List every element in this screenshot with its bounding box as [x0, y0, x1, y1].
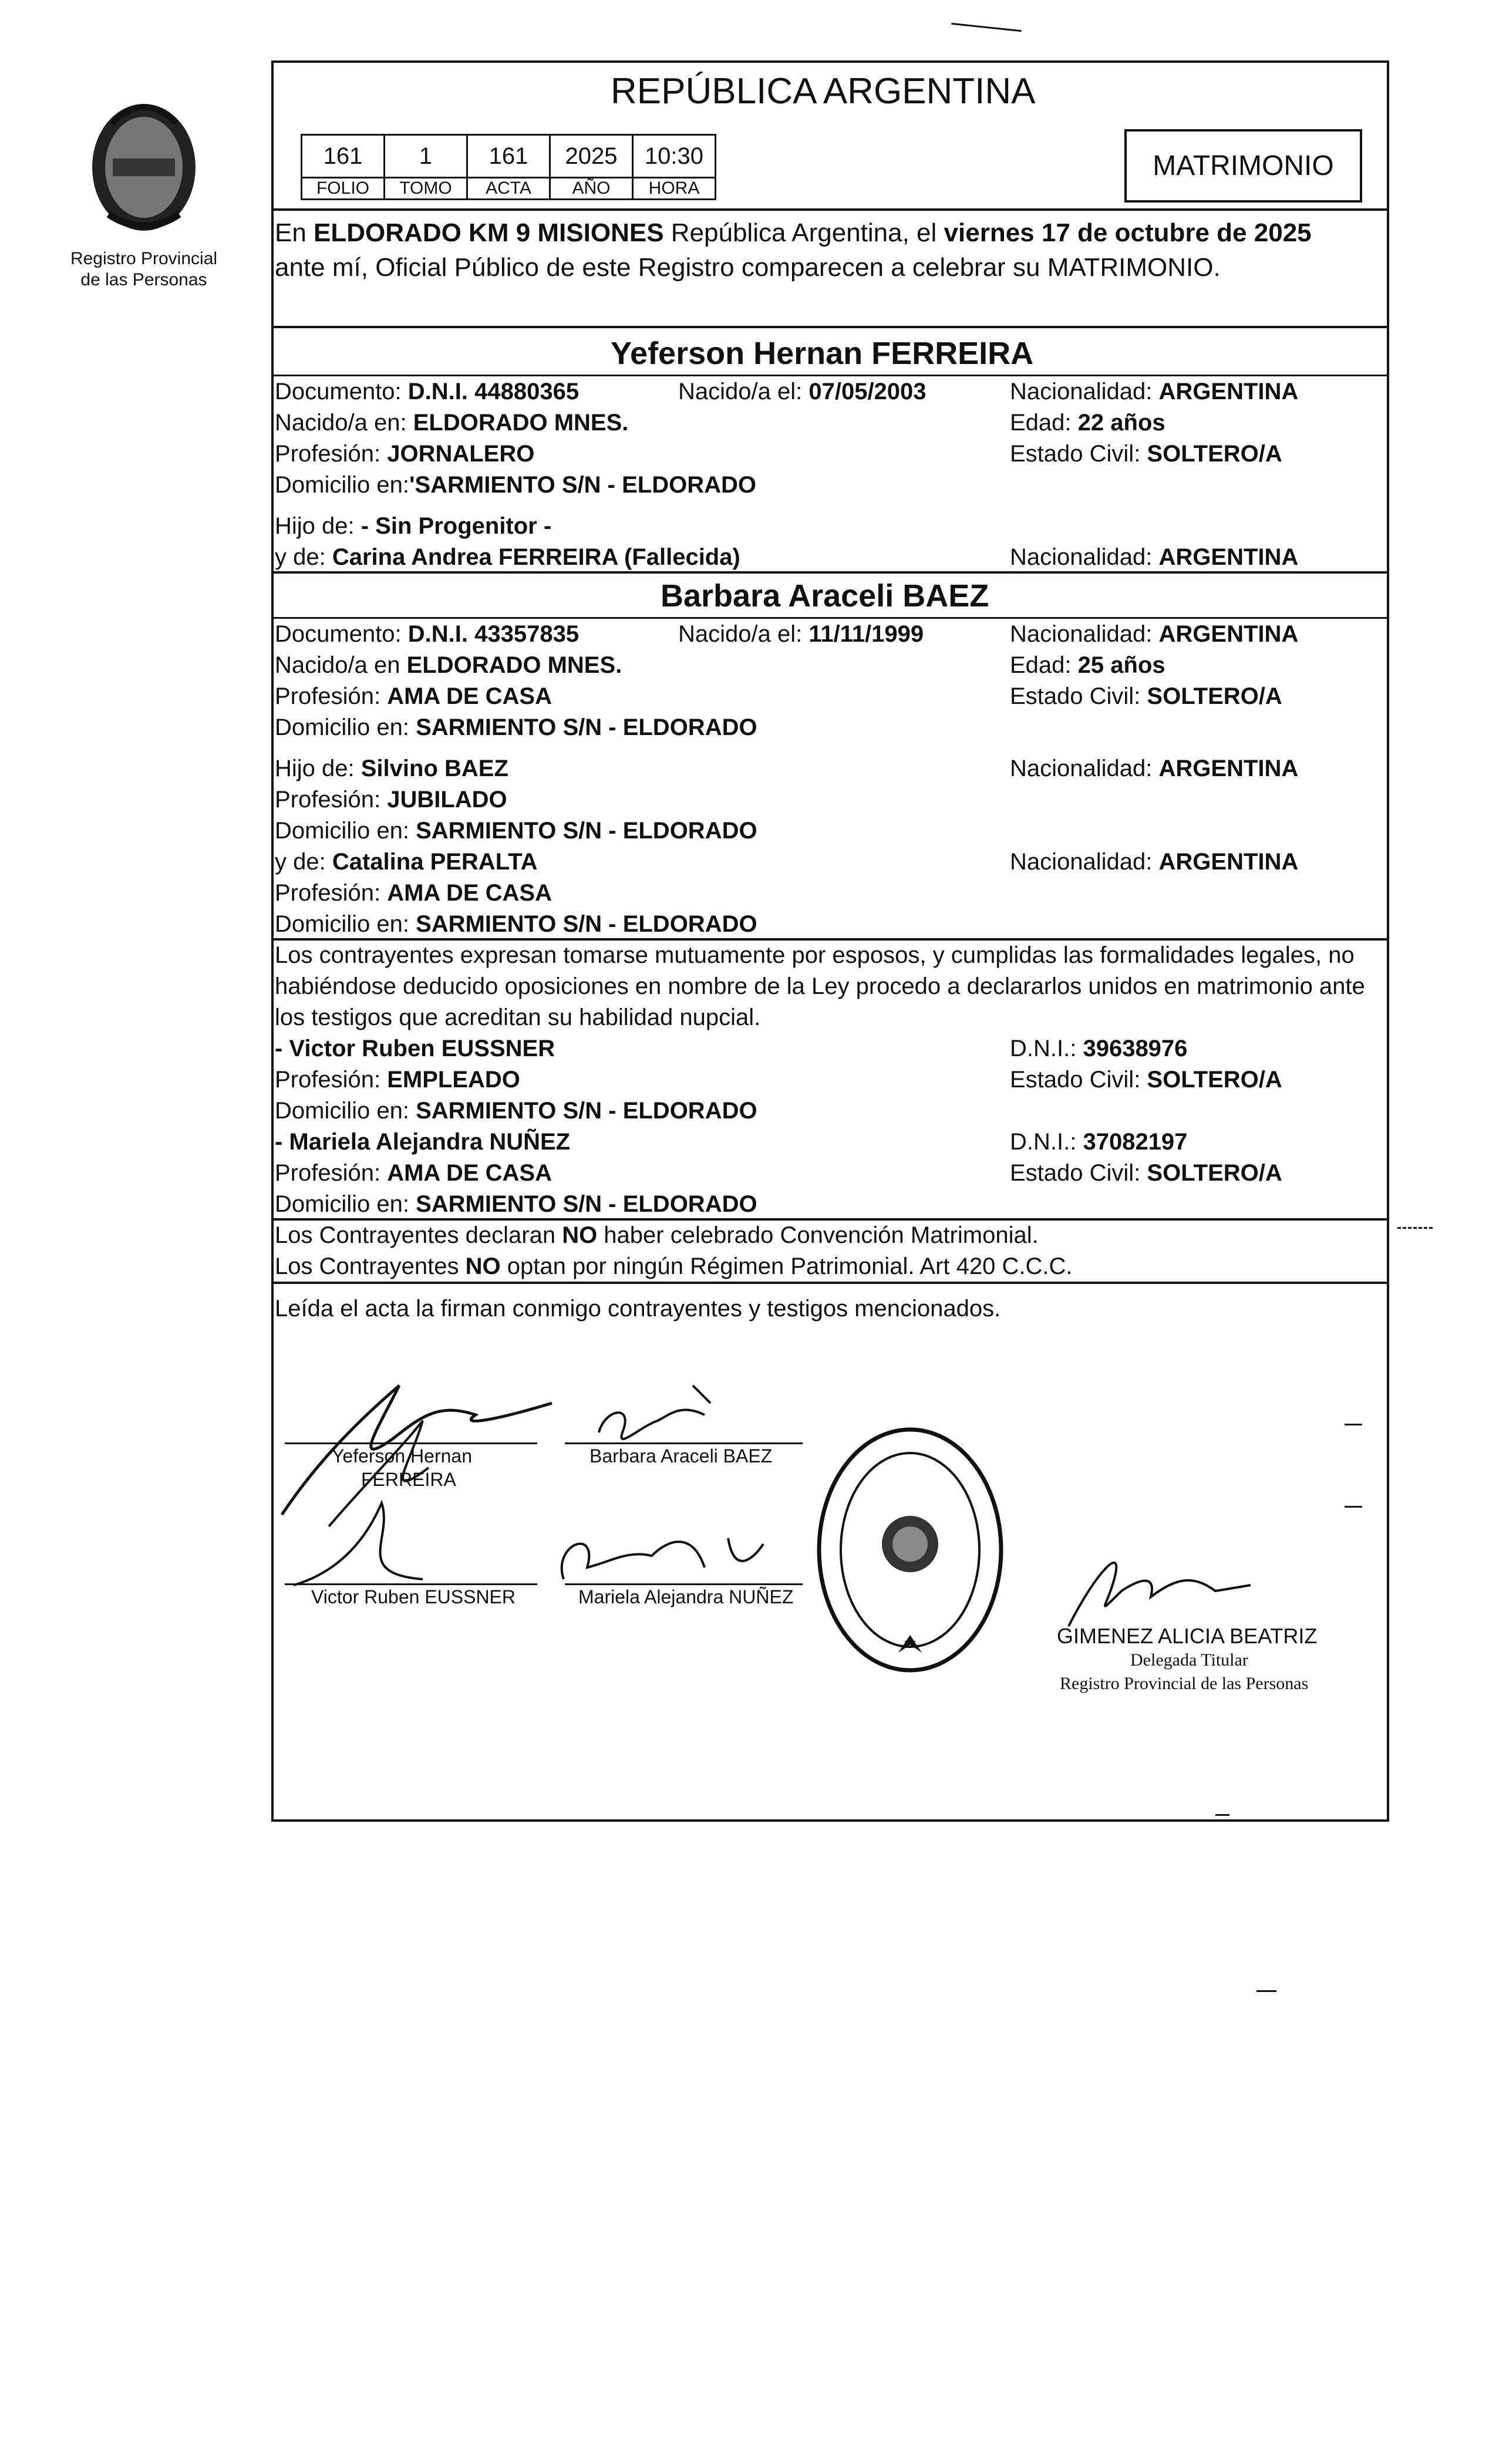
signature-label-witness1: Victor Ruben EUSSNER	[311, 1586, 516, 1607]
label: Edad:	[1010, 410, 1078, 436]
value: SARMIENTO S/N - ELDORADO	[416, 1191, 757, 1217]
spouse1-home	[275, 470, 756, 500]
spouse2-mother-profession	[275, 878, 552, 908]
label: Nacido/a el:	[678, 379, 809, 405]
witness1-name: - Victor Ruben EUSSNER	[275, 1036, 555, 1061]
value: ARGENTINA	[1158, 544, 1299, 570]
spouse2-father-nationality	[1010, 753, 1298, 784]
label: Domicilio en:	[275, 714, 416, 740]
regime-line1	[275, 1220, 1039, 1250]
label: Nacionalidad:	[1010, 379, 1159, 405]
spouse1-nationality	[1010, 376, 1298, 407]
spouse1-born	[678, 376, 927, 407]
closing-text: Leída el acta la firman conmigo contrayentes y testigos mencionados.	[275, 1296, 1001, 1322]
value: SARMIENTO S/N - ELDORADO	[416, 818, 757, 844]
signature-label-spouse1: Yeferson Hernan	[332, 1445, 472, 1467]
label: Nacionalidad:	[1010, 756, 1159, 781]
intro-line1	[275, 217, 1312, 250]
intro-text: En	[275, 218, 314, 247]
label: Domicilio en:	[275, 911, 416, 937]
label: Profesión:	[275, 441, 388, 467]
act-identifier-table	[301, 134, 716, 200]
spouse2-mother-nationality	[1010, 847, 1298, 877]
label: Nacionalidad:	[1010, 621, 1159, 647]
value: SARMIENTO S/N - ELDORADO	[416, 911, 757, 937]
label: Nacionalidad:	[1010, 544, 1159, 570]
act-type-box: MATRIMONIO	[1124, 129, 1362, 203]
value: 39638976	[1083, 1036, 1188, 1061]
intro-line2: ante mí, Oficial Público de este Registro comparecen a celebrar su MATRIMONIO.	[275, 253, 1221, 282]
value: ARGENTINA	[1158, 849, 1299, 875]
scan-mark	[1345, 1424, 1362, 1425]
label: Nacido/a el:	[678, 621, 809, 647]
value: EMPLEADO	[387, 1067, 520, 1093]
label: Documento:	[275, 379, 408, 405]
label: Nacido/a en	[275, 652, 407, 678]
scan-mark	[1397, 1227, 1433, 1229]
label: D.N.I.:	[1010, 1129, 1083, 1155]
spouse2-home	[275, 712, 757, 743]
spouse2-born	[678, 619, 924, 649]
signature-spouse2	[599, 1386, 710, 1439]
value: AMA DE CASA	[387, 1160, 552, 1186]
spouse1-parent1	[275, 511, 551, 541]
label: Domicilio en:	[275, 818, 416, 844]
registry-caption-line2: de las Personas	[80, 270, 207, 289]
label: Profesión:	[275, 683, 388, 709]
acta-value: 161	[467, 135, 550, 178]
witness1-dni	[1010, 1033, 1187, 1064]
official-seal-icon	[810, 1421, 1010, 1679]
intro-place: ELDORADO KM 9 MISIONES	[314, 218, 664, 247]
signature-spouse1	[282, 1386, 552, 1515]
registry-caption	[50, 248, 238, 291]
spouse2-name: Barbara Araceli BAEZ	[661, 578, 989, 614]
declaration-line1: Los contrayentes expresan tomarse mutuamente por esposos, y cumplidas las formalidades legales, no	[275, 942, 1355, 968]
official-name: GIMENEZ ALICIA BEATRIZ	[1057, 1624, 1318, 1648]
value: 11/11/1999	[808, 621, 924, 647]
declaration-line3: los testigos que acreditan su habilidad nupcial.	[275, 1005, 761, 1030]
witness2-dni	[1010, 1127, 1187, 1157]
label: Documento:	[275, 621, 408, 647]
label: Profesión:	[275, 1160, 388, 1186]
spouse2-birthplace	[275, 650, 622, 680]
witness2-name: - Mariela Alejandra NUÑEZ	[275, 1129, 571, 1155]
text: Los Contrayentes	[275, 1253, 466, 1279]
spouse2-nationality	[1010, 619, 1298, 649]
hour-value: 10:30	[633, 135, 716, 178]
regime-line2	[275, 1251, 1073, 1282]
value: ELDORADO MNES.	[406, 652, 622, 678]
text: NO	[465, 1253, 501, 1279]
value: SARMIENTO S/N - ELDORADO	[416, 714, 757, 740]
misiones-crest-icon	[76, 88, 211, 241]
tomo-value: 1	[385, 135, 467, 178]
spouse1-parent2-nationality	[1010, 542, 1298, 572]
spouse2-father-home	[275, 815, 757, 846]
scan-mark	[1256, 1990, 1276, 1992]
value: Catalina PERALTA	[332, 849, 538, 875]
value: D.N.I. 44880365	[407, 379, 580, 405]
handwritten-signatures	[247, 1350, 834, 1609]
text: Los Contrayentes declaran	[275, 1222, 562, 1248]
value: JUBILADO	[387, 787, 507, 813]
spouse1-profession	[275, 439, 534, 469]
value: Carina Andrea FERREIRA (Fallecida)	[332, 544, 740, 570]
page-title: REPÚBLICA ARGENTINA	[611, 71, 1036, 112]
scan-mark	[951, 23, 1022, 32]
spouse1-civil-status	[1010, 439, 1282, 469]
year-value: 2025	[550, 135, 633, 178]
value: ARGENTINA	[1158, 621, 1299, 647]
witness2-profession	[275, 1158, 552, 1188]
witness1-civil-status	[1010, 1064, 1282, 1095]
label: Hijo de:	[275, 513, 361, 539]
witness1-home	[275, 1096, 757, 1126]
value: 22 años	[1077, 410, 1165, 436]
label: Estado Civil:	[1010, 1067, 1147, 1093]
spouse1-doc	[275, 376, 579, 407]
divider	[271, 326, 1389, 328]
spouse1-birthplace	[275, 407, 628, 438]
witness2-civil-status	[1010, 1158, 1282, 1188]
label: Estado Civil:	[1010, 683, 1147, 709]
value: ARGENTINA	[1158, 379, 1299, 405]
value: 'SARMIENTO S/N - ELDORADO	[409, 472, 756, 498]
spouse2-profession	[275, 681, 552, 712]
label: Estado Civil:	[1010, 1160, 1147, 1186]
text: haber celebrado Convención Matrimonial.	[597, 1222, 1039, 1248]
value: ELDORADO MNES.	[413, 410, 629, 436]
label: Domicilio en:	[275, 1191, 416, 1217]
spouse2-father	[275, 753, 508, 784]
intro-date: viernes 17 de octubre de 2025	[944, 218, 1312, 247]
value: SARMIENTO S/N - ELDORADO	[416, 1098, 757, 1124]
signature-label-witness2: Mariela Alejandra NUÑEZ	[578, 1586, 794, 1607]
value: SOLTERO/A	[1147, 441, 1282, 467]
witness2-home	[275, 1189, 757, 1219]
value: - Sin Progenitor -	[361, 513, 552, 539]
label: Profesión:	[275, 1067, 388, 1093]
spouse1-age	[1010, 407, 1165, 438]
label: y de:	[275, 544, 332, 570]
value: SOLTERO/A	[1147, 1160, 1282, 1186]
text: optan por ningún Régimen Patrimonial. Art 420 C.C.C.	[500, 1253, 1073, 1279]
value: AMA DE CASA	[387, 683, 552, 709]
divider	[271, 208, 1389, 211]
spouse2-civil-status	[1010, 681, 1282, 712]
witness1-profession	[275, 1064, 520, 1095]
value: AMA DE CASA	[387, 880, 552, 906]
value: SOLTERO/A	[1147, 1067, 1282, 1093]
spouse2-mother-home	[275, 909, 757, 939]
text: NO	[562, 1222, 598, 1248]
label: Edad:	[1010, 652, 1078, 678]
signature-witness1	[294, 1503, 423, 1585]
signature-witness2	[562, 1538, 763, 1579]
label: Nacido/a en:	[275, 410, 413, 436]
folio-label: FOLIO	[302, 178, 385, 200]
divider	[271, 1282, 1389, 1284]
declaration-line2: habiéndose deducido oposiciones en nombre de la Ley procedo a declararlos unidos en matrimonio ante	[275, 973, 1365, 999]
value: Silvino BAEZ	[361, 756, 508, 781]
acta-label: ACTA	[467, 178, 550, 200]
value: 37082197	[1083, 1129, 1188, 1155]
label: Estado Civil:	[1010, 441, 1147, 467]
value: D.N.I. 43357835	[407, 621, 580, 647]
label: D.N.I.:	[1010, 1036, 1083, 1061]
label: Domicilio en:	[275, 1098, 416, 1124]
spouse2-mother	[275, 847, 538, 877]
label: Domicilio en:	[275, 472, 409, 498]
scan-mark	[1215, 1814, 1229, 1816]
value: SOLTERO/A	[1147, 683, 1282, 709]
signature-label-spouse2: Barbara Araceli BAEZ	[589, 1445, 773, 1467]
divider	[271, 571, 1389, 574]
value: 25 años	[1077, 652, 1165, 678]
intro-text: República Argentina, el	[663, 218, 944, 247]
label: Nacionalidad:	[1010, 849, 1159, 875]
value: 07/05/2003	[808, 379, 927, 405]
label: Hijo de:	[275, 756, 361, 781]
spouse1-parent2	[275, 542, 740, 572]
spouse2-doc	[275, 619, 579, 649]
year-label: AÑO	[550, 178, 633, 200]
spouse2-father-profession	[275, 784, 507, 815]
scan-mark	[1345, 1506, 1362, 1508]
registry-caption-line1: Registro Provincial	[70, 249, 218, 268]
label: Profesión:	[275, 787, 388, 813]
spouse2-age	[1010, 650, 1165, 680]
label: Profesión:	[275, 880, 388, 906]
hour-label: HORA	[633, 178, 716, 200]
spouse1-name: Yeferson Hernan FERREIRA	[611, 336, 1034, 371]
label: y de:	[275, 849, 332, 875]
official-registry: Registro Provincial de las Personas	[1060, 1674, 1309, 1693]
value: JORNALERO	[387, 441, 535, 467]
official-title: Delegada Titular	[1130, 1650, 1248, 1670]
folio-value: 161	[302, 135, 385, 178]
tomo-label: TOMO	[385, 178, 467, 200]
signature-label-spouse1-surname: FERREIRA	[361, 1469, 456, 1490]
province-logo	[76, 88, 211, 241]
value: ARGENTINA	[1158, 756, 1299, 781]
